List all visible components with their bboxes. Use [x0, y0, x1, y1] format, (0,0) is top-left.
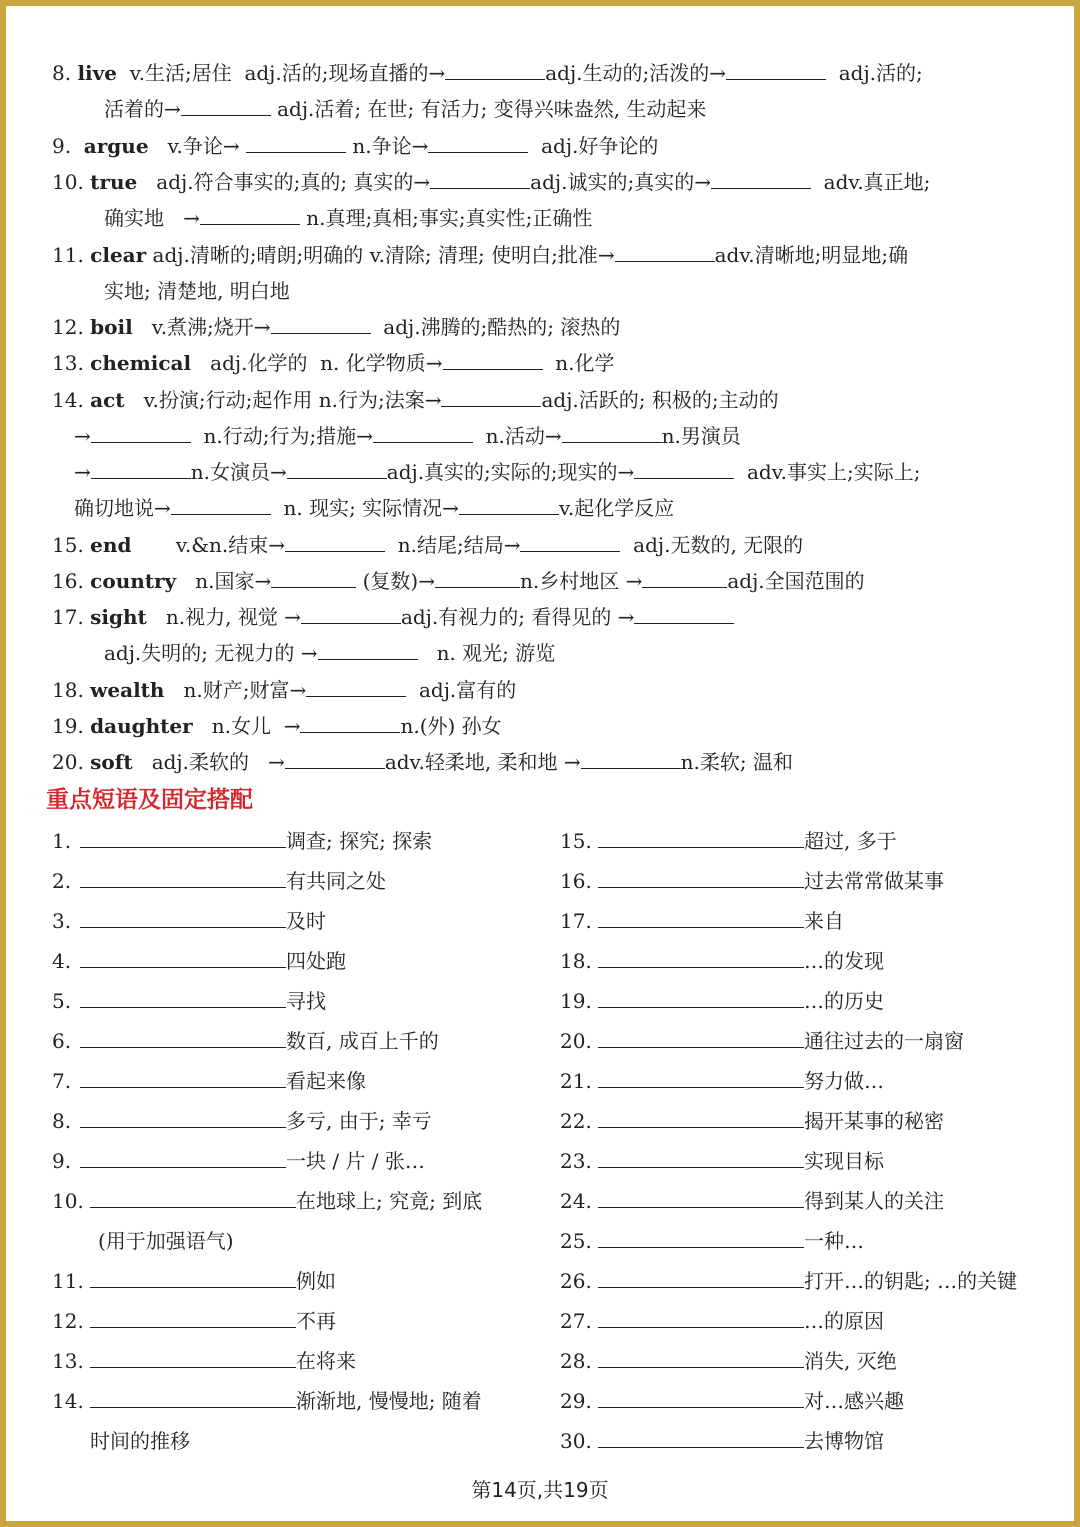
vocab-text: 13.	[52, 351, 91, 375]
phrase-number: 11.	[52, 1269, 84, 1293]
phrase-number: 25.	[560, 1229, 592, 1253]
answer-blank[interactable]	[90, 1387, 296, 1408]
phrase-number: 8.	[52, 1109, 72, 1133]
vocab-text: n.柔软; 温和	[680, 750, 793, 774]
vocab-line	[52, 602, 734, 632]
phrase-item	[52, 1106, 432, 1136]
vocab-text: adj.真实的;实际的;现实的→	[386, 460, 635, 484]
vocab-text: →	[74, 460, 91, 484]
answer-blank[interactable]	[373, 424, 473, 443]
phrase-number: 17.	[560, 909, 592, 933]
phrase-meaning: …的原因	[804, 1309, 884, 1333]
vocab-text: n. 观光; 游览	[417, 641, 556, 665]
vocab-text: v.争论→	[148, 134, 247, 158]
phrase-meaning: 揭开某事的秘密	[804, 1109, 944, 1133]
vocab-text: n.男演员	[661, 424, 741, 448]
answer-blank[interactable]	[171, 496, 271, 515]
vocab-text: n.化学	[542, 351, 615, 375]
phrase-item	[560, 946, 884, 976]
phrase-item	[52, 986, 326, 1016]
phrase-number: 21.	[560, 1069, 592, 1093]
vocab-text: adj.沸腾的;酷热的; 滚热的	[370, 315, 621, 339]
vocab-text: adj.活的;	[826, 61, 923, 85]
vocab-text: adj.活跃的; 积极的;主动的	[541, 388, 779, 412]
vocab-headword: end	[90, 533, 132, 557]
vocab-text: 14.	[52, 388, 91, 412]
answer-blank[interactable]	[520, 533, 620, 552]
phrase-meaning: 及时	[286, 909, 326, 933]
phrase-meaning: 一块 / 片 / 张…	[286, 1149, 425, 1173]
phrase-meaning: 多亏, 由于; 幸亏	[286, 1109, 432, 1133]
vocab-text: v.煮沸;烧开→	[132, 315, 271, 339]
vocab-text: adj.生动的;活泼的→	[545, 61, 727, 85]
phrase-item	[560, 866, 944, 896]
phrase-number: 18.	[560, 949, 592, 973]
answer-blank[interactable]	[91, 460, 191, 479]
phrase-number: 29.	[560, 1389, 592, 1413]
phrase-meaning: 四处跑	[286, 949, 346, 973]
phrase-number: 24.	[560, 1189, 592, 1213]
phrase-meaning: 在地球上; 究竟; 到底	[296, 1189, 483, 1213]
vocab-text: 实地; 清楚地, 明白地	[104, 279, 290, 303]
phrase-item	[560, 1106, 944, 1136]
phrase-item	[560, 1186, 944, 1216]
answer-blank[interactable]	[318, 641, 418, 660]
answer-blank[interactable]	[598, 1427, 804, 1448]
phrase-number: 9.	[52, 1149, 72, 1173]
answer-blank[interactable]	[598, 1027, 804, 1048]
vocab-line	[52, 747, 793, 777]
answer-blank[interactable]	[726, 61, 826, 80]
vocab-text: adj.符合事实的;真的; 真实的→	[137, 170, 431, 194]
answer-blank[interactable]	[285, 533, 385, 552]
phrase-meaning: 看起来像	[286, 1069, 366, 1093]
phrase-number: 26.	[560, 1269, 592, 1293]
phrase-number: 23.	[560, 1149, 592, 1173]
vocab-headword: argue	[83, 134, 149, 158]
phrase-meaning: 寻找	[286, 989, 326, 1013]
answer-blank[interactable]	[80, 907, 286, 928]
phrase-item	[52, 1186, 482, 1216]
phrase-number: 22.	[560, 1109, 592, 1133]
vocab-headword: country	[90, 569, 177, 593]
phrase-item	[52, 906, 326, 936]
phrase-item	[52, 1266, 336, 1296]
vocab-text: 15.	[52, 533, 91, 557]
phrase-item	[52, 946, 346, 976]
answer-blank[interactable]	[598, 867, 804, 888]
answer-blank[interactable]	[306, 678, 406, 697]
phrase-meaning: 超过, 多于	[804, 829, 897, 853]
vocab-text: 确实地 →	[104, 206, 200, 230]
phrase-meaning: 不再	[296, 1309, 336, 1333]
phrase-number: 4.	[52, 949, 72, 973]
answer-blank[interactable]	[430, 170, 530, 189]
vocab-line	[52, 312, 620, 342]
phrase-item	[52, 1386, 482, 1416]
phrase-item	[560, 906, 844, 936]
phrase-number: 28.	[560, 1349, 592, 1373]
phrase-meaning: 对…感兴趣	[804, 1389, 904, 1413]
answer-blank[interactable]	[80, 1147, 286, 1168]
vocab-line	[52, 385, 779, 415]
vocab-line	[52, 675, 516, 705]
vocab-text: 活着的→	[104, 97, 181, 121]
phrase-number: 2.	[52, 869, 72, 893]
vocab-line	[52, 167, 930, 197]
phrase-number: 16.	[560, 869, 592, 893]
phrase-meaning: 消失, 灭绝	[804, 1349, 897, 1373]
phrase-meaning-continued: (用于加强语气)	[98, 1229, 234, 1253]
answer-blank[interactable]	[271, 569, 356, 588]
answer-blank[interactable]	[598, 1307, 804, 1328]
vocab-text: v.生活;居住 adj.活的;现场直播的→	[117, 61, 446, 85]
vocab-text: adj.失明的; 无视力的 →	[104, 641, 318, 665]
vocab-headword: true	[90, 170, 138, 194]
answer-blank[interactable]	[80, 987, 286, 1008]
phrase-meaning: 渐渐地, 慢慢地; 随着	[296, 1389, 482, 1413]
vocab-text: n.女儿 →	[192, 714, 301, 738]
vocab-line	[104, 276, 290, 306]
section-heading: 重点短语及固定搭配	[46, 787, 253, 813]
vocab-line	[52, 58, 923, 88]
vocab-headword: chemical	[90, 351, 192, 375]
answer-blank[interactable]	[598, 1067, 804, 1088]
phrase-item	[560, 826, 897, 856]
phrase-item	[52, 1306, 336, 1336]
answer-blank[interactable]	[80, 867, 286, 888]
answer-blank[interactable]	[80, 1067, 286, 1088]
answer-blank[interactable]	[598, 987, 804, 1008]
phrase-number: 12.	[52, 1309, 84, 1333]
answer-blank[interactable]	[301, 605, 401, 624]
answer-blank[interactable]	[598, 1147, 804, 1168]
phrase-number: 15.	[560, 829, 592, 853]
vocab-text: n.乡村地区 →	[519, 569, 643, 593]
answer-blank[interactable]	[598, 1187, 804, 1208]
answer-blank[interactable]	[581, 750, 681, 769]
vocab-headword: clear	[90, 243, 147, 267]
answer-blank[interactable]	[246, 134, 346, 153]
answer-blank[interactable]	[634, 460, 734, 479]
phrase-meaning: 一种…	[804, 1229, 864, 1253]
phrase-item	[560, 1026, 964, 1056]
phrase-item	[560, 1226, 864, 1256]
vocab-text: adj.无数的, 无限的	[620, 533, 804, 557]
vocab-line	[52, 530, 803, 560]
vocab-text: 18.	[52, 678, 91, 702]
phrase-meaning: 通往过去的一扇窗	[804, 1029, 964, 1053]
phrase-meaning: 在将来	[296, 1349, 356, 1373]
vocab-text: 17.	[52, 605, 91, 629]
vocab-text: n.活动→	[472, 424, 562, 448]
phrase-meaning: …的发现	[804, 949, 884, 973]
answer-blank[interactable]	[711, 170, 811, 189]
vocab-text: adv.轻柔地, 柔和地 →	[384, 750, 581, 774]
vocab-text: n.真理;真相;事实;真实性;正确性	[299, 206, 593, 230]
vocab-text: n.(外) 孙女	[400, 714, 502, 738]
phrase-item	[560, 1146, 884, 1176]
answer-blank[interactable]	[435, 569, 520, 588]
vocab-text: n.女演员→	[190, 460, 287, 484]
vocab-headword: soft	[90, 750, 133, 774]
vocab-headword: sight	[90, 605, 147, 629]
phrase-meaning: 努力做…	[804, 1069, 884, 1093]
vocab-text: adv.真正地;	[810, 170, 931, 194]
phrase-meaning: 过去常常做某事	[804, 869, 944, 893]
answer-blank[interactable]	[285, 750, 385, 769]
vocab-text: adj.好争论的	[528, 134, 659, 158]
vocab-text: n.结尾;结局→	[385, 533, 521, 557]
answer-blank[interactable]	[459, 496, 559, 515]
vocab-text: n.财产;财富→	[164, 678, 307, 702]
phrase-item	[560, 1266, 1017, 1296]
phrase-number: 1.	[52, 829, 72, 853]
answer-blank[interactable]	[634, 605, 734, 624]
vocab-line	[52, 131, 658, 161]
phrase-number: 13.	[52, 1349, 84, 1373]
page-footer: 第14页,共19页	[471, 1478, 609, 1502]
vocab-text: 8.	[52, 61, 78, 85]
phrase-item	[52, 1026, 439, 1056]
answer-blank[interactable]	[598, 947, 804, 968]
answer-blank[interactable]	[90, 1267, 296, 1288]
vocab-headword: live	[77, 61, 117, 85]
phrase-number: 7.	[52, 1069, 72, 1093]
phrase-number: 20.	[560, 1029, 592, 1053]
phrase-item	[52, 866, 386, 896]
answer-blank[interactable]	[80, 827, 286, 848]
vocab-text: n.国家→	[176, 569, 272, 593]
phrase-number: 10.	[52, 1189, 84, 1213]
phrase-number: 14.	[52, 1389, 84, 1413]
vocab-line	[104, 94, 706, 124]
answer-blank[interactable]	[598, 1227, 804, 1248]
vocab-text: adj.清晰的;晴朗;明确的 v.清除; 清理; 使明白;批准→	[146, 243, 615, 267]
answer-blank[interactable]	[200, 206, 300, 225]
vocab-text: 9.	[52, 134, 84, 158]
vocab-line	[52, 711, 502, 741]
vocab-text: adj.诚实的;真实的→	[530, 170, 711, 194]
phrase-item	[560, 1426, 884, 1456]
phrase-meaning: 例如	[296, 1269, 336, 1293]
phrase-meaning: 打开…的钥匙; …的关键	[804, 1269, 1018, 1293]
answer-blank[interactable]	[80, 1107, 286, 1128]
answer-blank[interactable]	[271, 315, 371, 334]
phrase-number: 19.	[560, 989, 592, 1013]
phrase-item	[52, 1346, 356, 1376]
phrase-meaning: 数百, 成百上千的	[286, 1029, 439, 1053]
answer-blank[interactable]	[181, 97, 271, 116]
answer-blank[interactable]	[598, 1107, 804, 1128]
phrase-meaning: 实现目标	[804, 1149, 884, 1173]
phrase-item	[560, 1066, 884, 1096]
vocab-text: 12.	[52, 315, 91, 339]
answer-blank[interactable]	[80, 947, 286, 968]
phrase-meaning: 去博物馆	[804, 1429, 884, 1453]
answer-blank[interactable]	[443, 351, 543, 370]
phrase-number: 27.	[560, 1309, 592, 1333]
answer-blank[interactable]	[598, 907, 804, 928]
vocab-text: adj.化学的 n. 化学物质→	[191, 351, 443, 375]
vocab-line	[52, 348, 615, 378]
vocab-line	[52, 240, 908, 270]
vocab-text: adj.富有的	[406, 678, 517, 702]
phrase-item	[560, 1346, 897, 1376]
answer-blank[interactable]	[642, 569, 727, 588]
vocab-headword: boil	[90, 315, 133, 339]
answer-blank[interactable]	[598, 1347, 804, 1368]
vocab-text: 10.	[52, 170, 91, 194]
answer-blank[interactable]	[90, 1347, 296, 1368]
vocab-text: n.视力, 视觉 →	[146, 605, 301, 629]
answer-blank[interactable]	[287, 460, 387, 479]
vocab-text: n. 现实; 实际情况→	[270, 496, 459, 520]
vocab-text: adj.活着; 在世; 有活力; 变得兴味盎然, 生动起来	[270, 97, 707, 121]
vocab-line	[74, 457, 921, 487]
vocab-text: adv.事实上;实际上;	[734, 460, 921, 484]
vocab-text: adj.柔软的 →	[132, 750, 285, 774]
phrase-meaning-continued: 时间的推移	[90, 1429, 190, 1453]
phrase-number: 5.	[52, 989, 72, 1013]
answer-blank[interactable]	[80, 1027, 286, 1048]
phrase-meaning: 有共同之处	[286, 869, 386, 893]
vocab-text: 20.	[52, 750, 91, 774]
vocab-headword: wealth	[90, 678, 165, 702]
phrase-item	[560, 1386, 904, 1416]
vocab-text: adj.全国范围的	[727, 569, 865, 593]
phrase-number: 30.	[560, 1429, 592, 1453]
answer-blank[interactable]	[615, 243, 715, 262]
answer-blank[interactable]	[598, 1387, 804, 1408]
answer-blank[interactable]	[90, 1307, 296, 1328]
vocab-text: v.扮演;行动;起作用 n.行为;法案→	[124, 388, 442, 412]
vocab-text: n.争论→	[346, 134, 429, 158]
vocab-text: adv.清晰地;明显地;确	[714, 243, 909, 267]
vocab-text: 11.	[52, 243, 91, 267]
vocab-line	[52, 566, 865, 596]
answer-blank[interactable]	[598, 1267, 804, 1288]
vocab-line	[104, 203, 592, 233]
vocab-line	[74, 421, 741, 451]
vocab-text: →	[74, 424, 91, 448]
vocab-text: adj.有视力的; 看得见的 →	[400, 605, 635, 629]
phrase-item	[52, 826, 432, 856]
phrase-number: 3.	[52, 909, 72, 933]
phrase-item	[52, 1066, 366, 1096]
phrase-meaning: 来自	[804, 909, 844, 933]
vocab-text: v.&n.结束→	[131, 533, 286, 557]
vocab-headword: act	[90, 388, 125, 412]
vocab-text: 19.	[52, 714, 91, 738]
answer-blank[interactable]	[428, 134, 528, 153]
vocab-text: n.行动;行为;措施→	[190, 424, 373, 448]
answer-blank[interactable]	[441, 388, 541, 407]
phrase-item	[52, 1146, 425, 1176]
phrase-meaning: 调查; 探究; 探索	[286, 829, 433, 853]
vocab-text: 16.	[52, 569, 91, 593]
phrase-item	[560, 1306, 884, 1336]
answer-blank[interactable]	[300, 714, 400, 733]
vocab-text: (复数)→	[356, 569, 435, 593]
vocab-text: 确切地说→	[74, 496, 171, 520]
answer-blank[interactable]	[91, 424, 191, 443]
phrase-number: 6.	[52, 1029, 72, 1053]
vocab-headword: daughter	[90, 714, 193, 738]
phrase-meaning: …的历史	[804, 989, 884, 1013]
vocab-line	[74, 493, 674, 523]
answer-blank[interactable]	[598, 827, 804, 848]
answer-blank[interactable]	[562, 424, 662, 443]
vocab-text: v.起化学反应	[558, 496, 675, 520]
vocab-line	[104, 638, 555, 668]
phrase-meaning: 得到某人的关注	[804, 1189, 944, 1213]
phrase-item	[560, 986, 884, 1016]
answer-blank[interactable]	[90, 1187, 296, 1208]
answer-blank[interactable]	[445, 61, 545, 80]
